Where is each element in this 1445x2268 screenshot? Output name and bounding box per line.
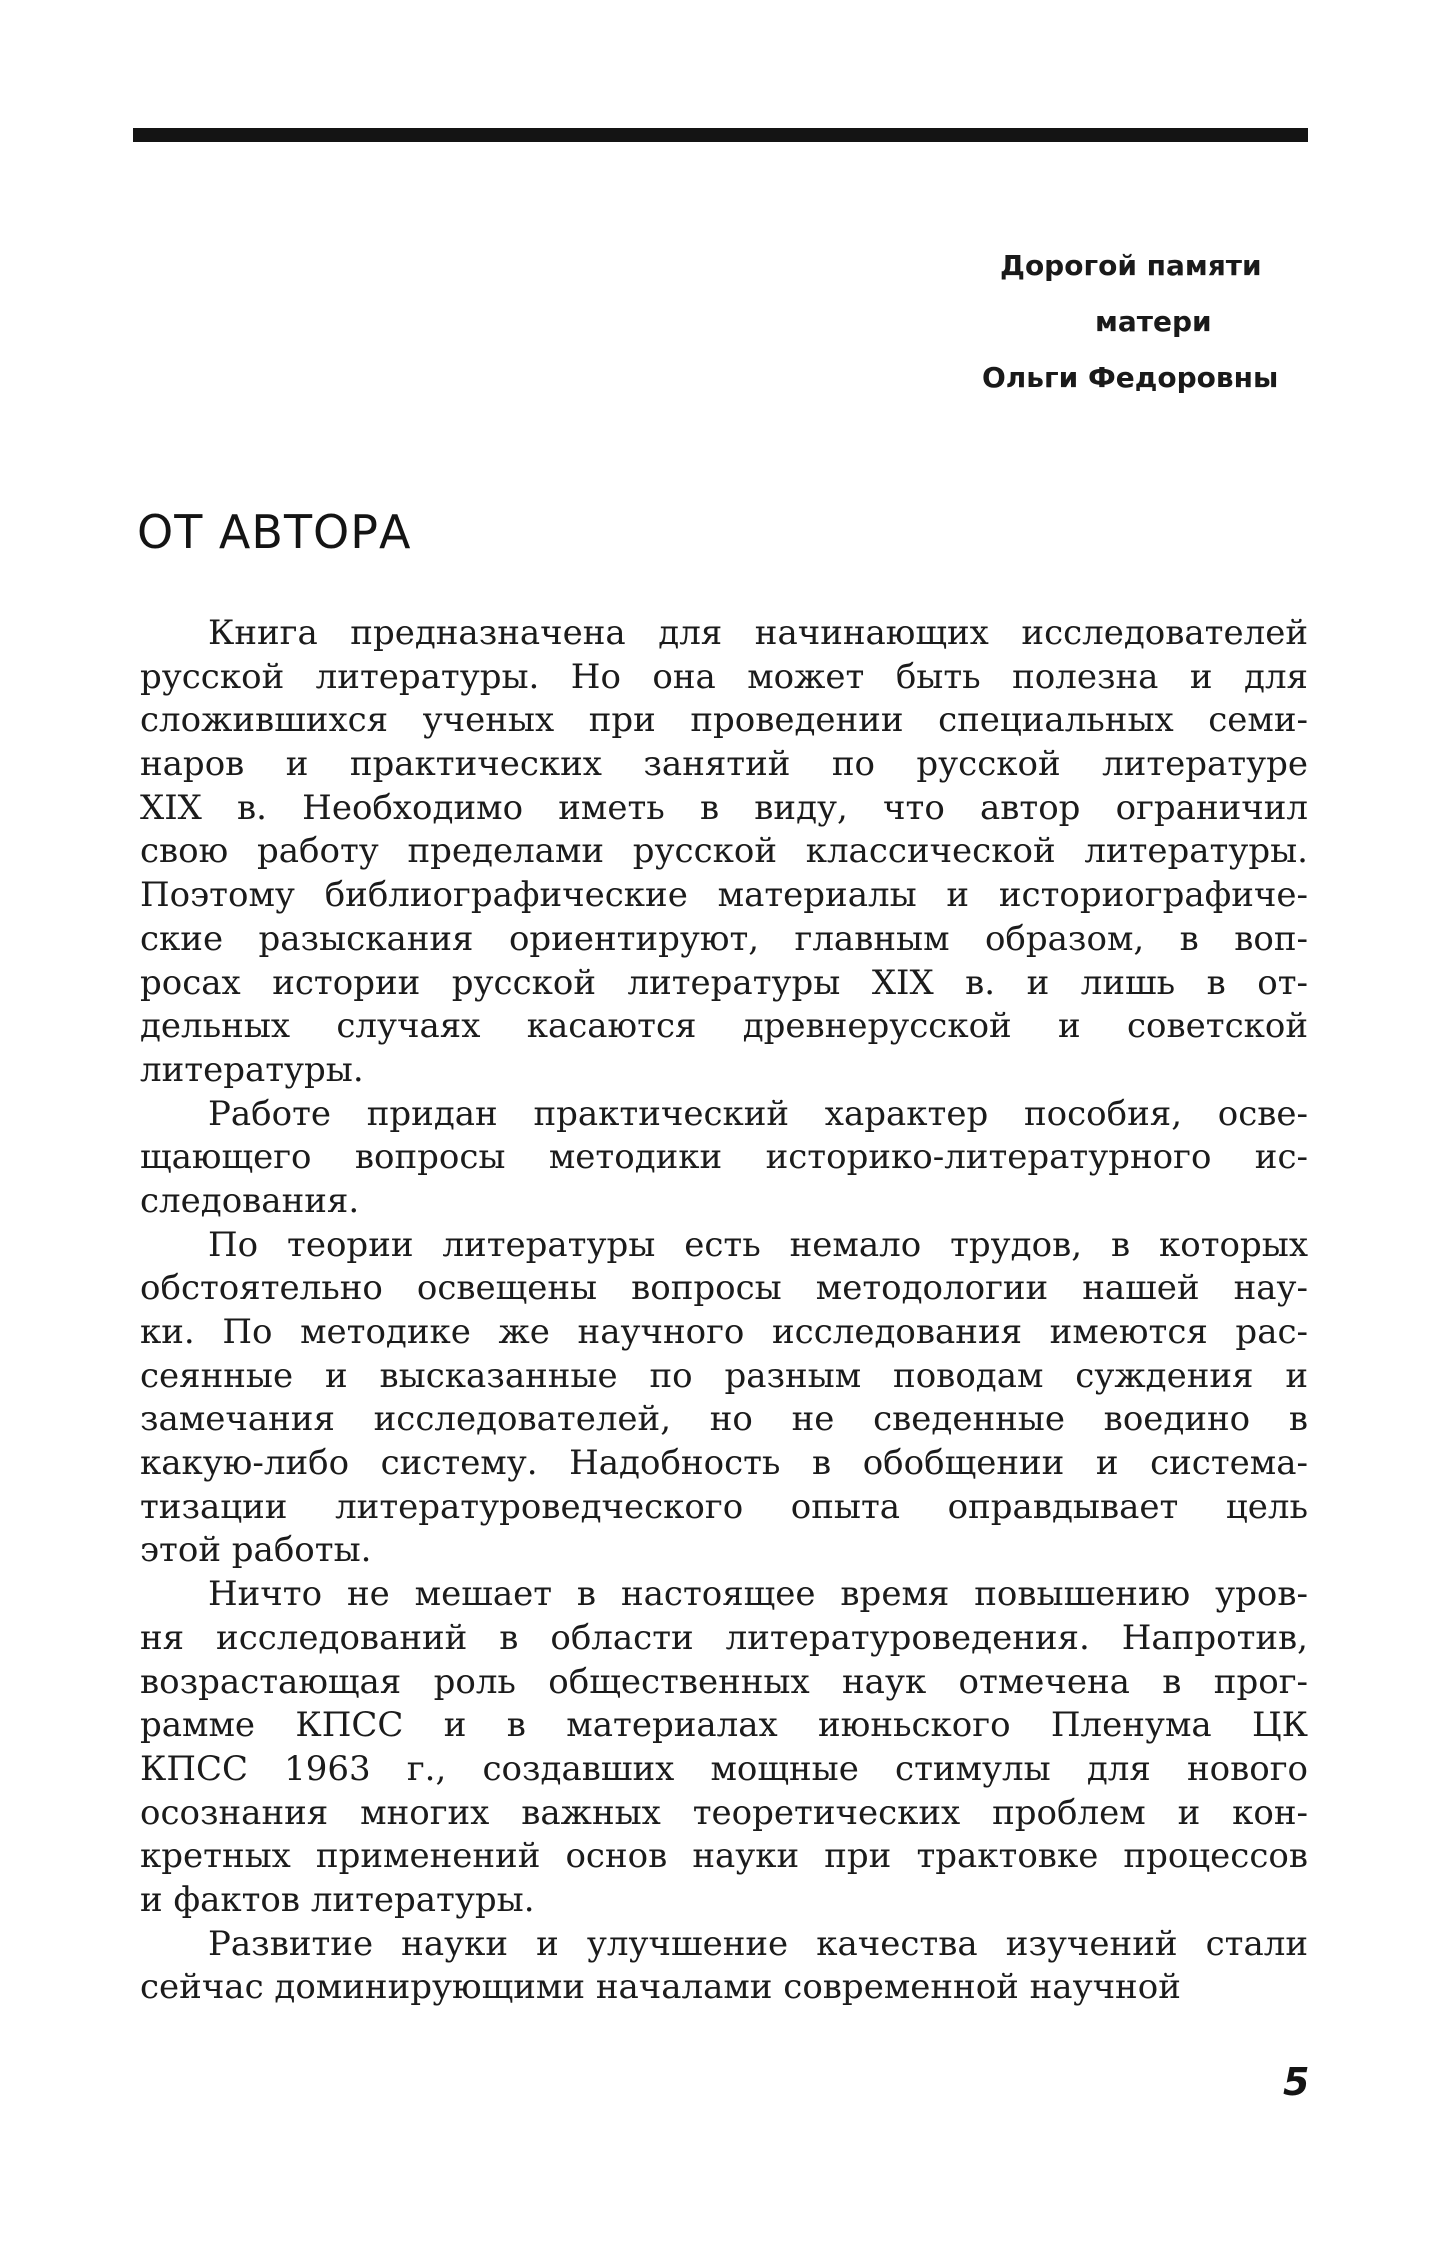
dedication-line: Дорогой памяти <box>1000 249 1262 282</box>
page-number: 5 <box>1283 2060 1310 2104</box>
text-line: росах истории русской литературы XIX в. и лишь в от- <box>140 962 1308 1003</box>
text-line: какую-либо систему. Надобность в обобщении и система- <box>140 1443 1308 1484</box>
paragraph <box>140 1573 1308 1923</box>
text-line: Книга предназначена для начинающих исследователей <box>208 613 1308 653</box>
text-line: русской литературы. Но она может быть полезна и для <box>140 656 1308 697</box>
text-line: этой работы. <box>140 1530 372 1571</box>
text-line: щающего вопросы методики историко-литературного ис- <box>140 1137 1308 1178</box>
text-line: литературы. <box>140 1049 364 1090</box>
text-line: Поэтому библиографические материалы и историографиче- <box>140 875 1308 916</box>
text-line: осознания многих важных теоретических проблем и кон- <box>140 1792 1308 1833</box>
paragraph <box>140 1224 1308 1574</box>
text-line: возрастающая роль общественных наук отмечена в прог- <box>140 1661 1308 1702</box>
text-line: дельных случаях касаются древнерусской и советской <box>140 1006 1308 1047</box>
text-line: следования. <box>140 1180 360 1221</box>
text-line: свою работу пределами русской классической литературы. <box>140 831 1308 872</box>
text-line: ские разыскания ориентируют, главным образом, в воп- <box>140 918 1308 959</box>
paragraph <box>140 1093 1308 1224</box>
text-line: рамме КПСС и в материалах июньского Пленума ЦК <box>140 1705 1308 1746</box>
top-rule <box>133 128 1308 142</box>
text-line: сейчас доминирующими началами современной научной <box>140 1967 1181 2008</box>
text-line: Ничто не мешает в настоящее время повышению уров- <box>208 1574 1308 1615</box>
text-line: сеянные и высказанные по разным поводам суждения и <box>140 1355 1308 1396</box>
text-line: кретных применений основ науки при трактовке процессов <box>140 1836 1308 1877</box>
text-line: и фактов литературы. <box>140 1879 535 1920</box>
text-line: XIX в. Необходимо иметь в виду, что автор ограничил <box>140 787 1308 828</box>
dedication <box>960 238 1300 406</box>
text-line: КПСС 1963 г., создавших мощные стимулы для нового <box>140 1748 1308 1789</box>
text-line: По теории литературы есть немало трудов, в которых <box>208 1224 1308 1265</box>
text-line: замечания исследователей, но не сведенные воедино в <box>140 1399 1308 1440</box>
dedication-line: матери <box>1095 305 1212 338</box>
section-heading: ОТ АВТОРА <box>137 505 412 559</box>
body-text <box>140 612 1308 2010</box>
text-line: тизации литературоведческого опыта оправдывает цель <box>140 1486 1308 1527</box>
paragraph <box>140 1923 1308 2010</box>
text-line: сложившихся ученых при проведении специальных семи- <box>140 700 1308 741</box>
text-line: Развитие науки и улучшение качества изучений стали <box>208 1923 1308 1964</box>
text-line: наров и практических занятий по русской литературе <box>140 744 1308 785</box>
paragraph <box>140 612 1308 1093</box>
text-line: ки. По методике же научного исследования имеются рас- <box>140 1312 1308 1352</box>
text-line: ня исследований в области литературоведения. Напротив, <box>140 1617 1308 1658</box>
text-line: Работе придан практический характер пособия, осве- <box>208 1093 1308 1134</box>
text-line: обстоятельно освещены вопросы методологии нашей нау- <box>140 1268 1308 1309</box>
dedication-line: Ольги Федоровны <box>982 361 1279 394</box>
